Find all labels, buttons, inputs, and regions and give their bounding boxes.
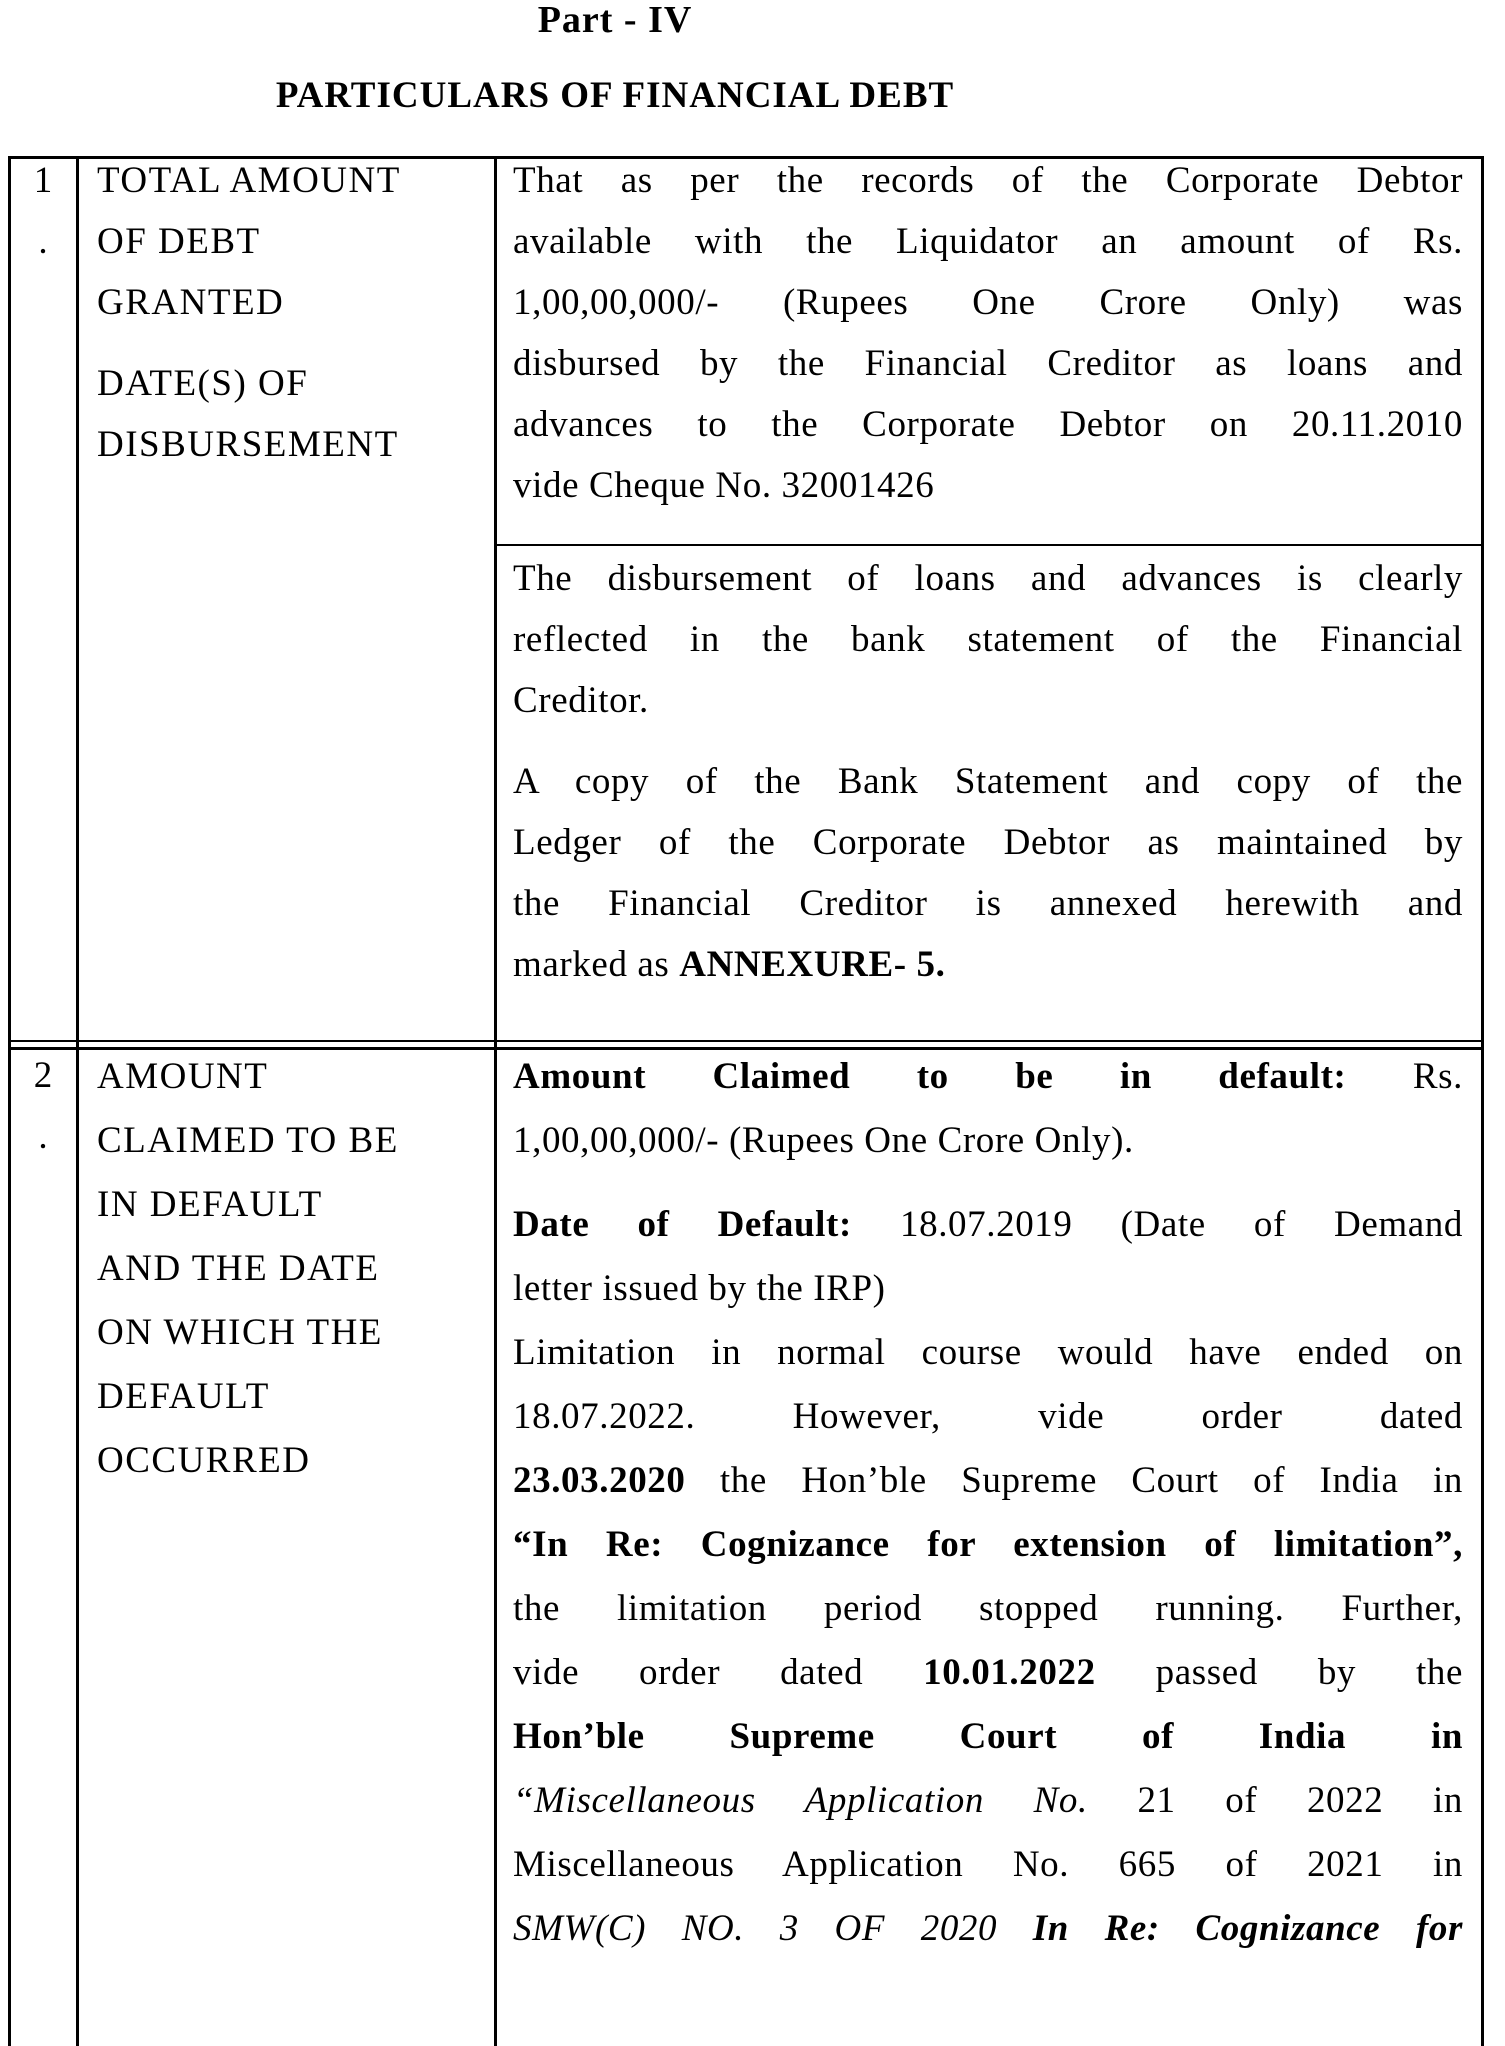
row-number: 1 . <box>33 160 53 262</box>
annexure-reference: ANNEXURE- 5. <box>679 944 946 985</box>
part-heading: Part - IV <box>537 0 693 41</box>
row-description <box>513 150 1463 995</box>
default-date-paragraph: Date of Default: 18.07.2019 (Date of Demand letter issued by the IRP) <box>513 1204 1463 1309</box>
column-divider-2 <box>494 156 497 2046</box>
table-border-left <box>8 156 11 2046</box>
row-label: AMOUNT CLAIMED TO BE IN DEFAULT AND THE DATE ON WHICH THE DEFAULT OCCURRED <box>97 1056 399 1481</box>
row-description <box>513 1045 1463 1961</box>
column-divider-1 <box>76 156 79 2046</box>
annexure-paragraph: A copy of the Bank Statement and copy of the Ledger of the Corporate Debtor as maintained by the Financial Creditor is annexed herewith and marked as ANNEXURE- 5. <box>513 761 1463 985</box>
row-separator <box>8 1040 1484 1042</box>
row-label: TOTAL AMOUNT OF DEBT GRANTED DATE(S) OF DISBURSEMENT <box>97 160 401 465</box>
disbursement-paragraph: That as per the records of the Corporate Debtor available with the Liquidator an amount of Rs. 1,00,00,000/- (Rupees One Crore Only) was disbursed by the Financial Creditor as loans and advances to the Corporate Debtor on 20.11.2010 vide Cheque No. 32001426 <box>513 160 1463 506</box>
document-title: PARTICULARS OF FINANCIAL DEBT <box>275 75 955 116</box>
table-border-right <box>1481 156 1484 2046</box>
row-number: 2 . <box>33 1055 53 1157</box>
bank-statement-paragraph: The disbursement of loans and advances is clearly reflected in the bank statement of the Financial Creditor. <box>513 558 1463 721</box>
amount-claimed-paragraph: Amount Claimed to be in default: Rs. 1,00,00,000/- (Rupees One Crore Only). <box>513 1056 1463 1161</box>
limitation-paragraph: Limitation in normal course would have ended on 18.07.2022. However, vide order dated 23.03.2020 the Hon’ble Supreme Court of India in “In Re: Cognizance for extension of limitation”, the limitation period stopped running. Further, vide order dated 10.01.2022 passed by the Hon’ble Supreme Court of India in “Miscellaneous Application No. 21 of 2022 in Miscellaneous Application No. 665 of 2021 in SMW(C) NO. 3 OF 2020 In Re: Cognizance for <box>513 1332 1463 1949</box>
